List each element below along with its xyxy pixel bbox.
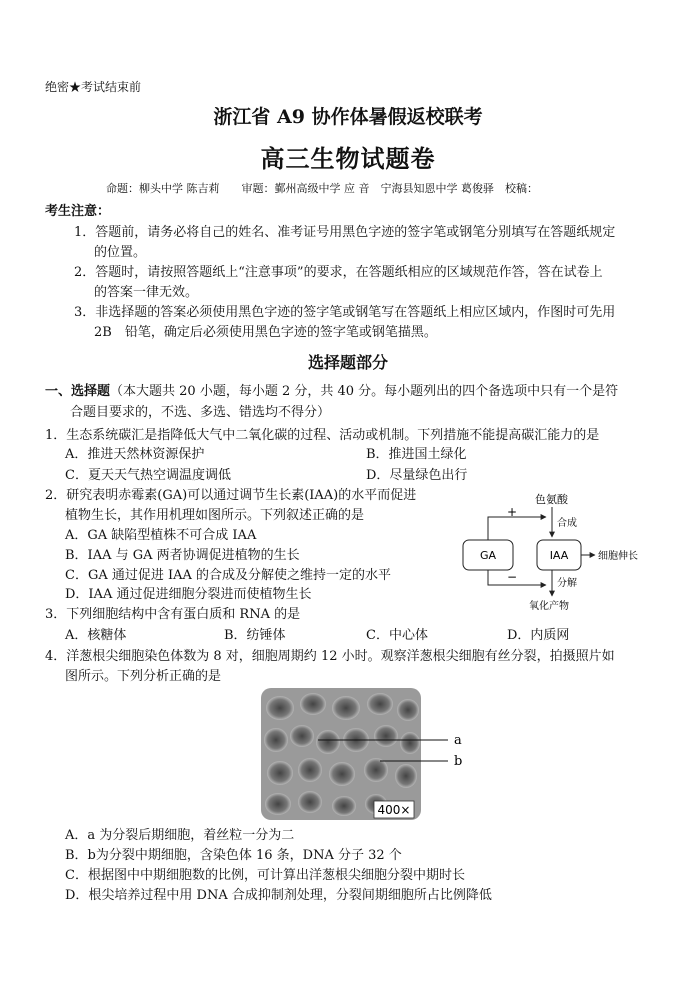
q3-option-a: A．核糖体	[65, 628, 127, 643]
org-title: 浙江省 A9 协作体暑假返校联考	[213, 106, 483, 128]
section-intro-label: 一、选择题	[45, 384, 111, 399]
q4-stem-line1: 4．洋葱根尖细胞染色体数为 8 对，细胞周期约 12 小时。观察洋葱根尖细胞有丝分裂，拍摄照片如	[45, 649, 615, 664]
note-1-line1: 1．答题前，请务必将自己的姓名、准考证号用黑色字迹的签字笔或钢笔分别填写在答题纸规定	[74, 225, 616, 240]
diagram-oxidation-label: 氧化产物	[529, 601, 569, 612]
credits-line: 命题：柳头中学 陈吉莉 审题：鄞州高级中学 应 音 宁海县知恩中学 葛俊驿 校稿：	[106, 182, 538, 195]
q2-stem-line1: 2．研究表明赤霉素(GA)可以通过调节生长素(IAA)的水平而促进	[45, 488, 417, 503]
q2-option-a: A．GA 缺陷型植株不可合成 IAA	[65, 528, 257, 543]
q2-stem-line2: 植物生长，其作用机理如图所示。下列叙述正确的是	[65, 508, 365, 523]
note-3-line2: 2B 铅笔，确定后必须使用黑色字迹的签字笔或钢笔描黑。	[94, 325, 437, 340]
ga-promote-arrow	[488, 517, 546, 540]
diagram-decompose-label: 分解	[557, 578, 577, 589]
q4-micrograph	[258, 688, 468, 823]
section-intro	[45, 383, 618, 401]
diagram-ga-label: GA	[479, 549, 497, 562]
note-1-line2: 的位置。	[94, 245, 147, 260]
notes-heading: 考生注意：	[45, 204, 111, 219]
secret-label: 绝密★考试结束前	[45, 80, 142, 94]
diagram-elongation-label: 细胞伸长	[598, 551, 638, 562]
magnification-label: 400×	[377, 803, 411, 817]
micrograph-label-b: b	[454, 754, 463, 769]
diagram-minus-sign: −	[507, 570, 518, 584]
micrograph-label-a: a	[454, 733, 462, 748]
q1-option-d: D．尽量绿色出行	[366, 468, 468, 483]
q4-option-a: A．a 为分裂后期细胞，着丝粒一分为二	[65, 828, 295, 843]
q1-option-a: A．推进天然林资源保护	[65, 447, 205, 462]
q2-option-b: B．IAA 与 GA 两者协调促进植物的生长	[65, 548, 300, 563]
section-title: 选择题部分	[307, 353, 388, 372]
q4-stem-line2: 图所示。下列分析正确的是	[65, 669, 222, 684]
note-3-line1: 3．非选择题的答案必须使用黑色字迹的签字笔或钢笔写在答题纸上相应区域内，作图时可先用	[74, 305, 616, 320]
diagram-synthesis-label: 合成	[557, 518, 577, 529]
q2-mechanism-diagram	[455, 488, 675, 618]
diagram-tryptophan-label: 色氨酸	[535, 493, 568, 506]
q1-option-c: C．夏天天气热空调温度调低	[65, 468, 231, 483]
section-intro-line2: 合题目要求的，不选、多选、错选均不得分）	[70, 405, 331, 420]
diagram-iaa-label: IAA	[549, 549, 569, 562]
q4-option-c: C．根据图中中期细胞数的比例，可计算出洋葱根尖细胞分裂中期时长	[65, 868, 465, 883]
diagram-plus-sign: +	[507, 505, 518, 519]
q2-option-d: D．IAA 通过促进细胞分裂进而使植物生长	[65, 587, 312, 602]
section-intro-text: （本大题共 20 小题，每小题 2 分，共 40 分。每小题列出的四个备选项中只有一个是符	[110, 384, 619, 399]
note-2-line2: 的答案一律无效。	[94, 285, 199, 300]
note-2-line1: 2．答题时，请按照答题纸上“注意事项”的要求，在答题纸相应的区域规范作答，答在试卷上	[74, 265, 603, 280]
q3-option-b: B．纺锤体	[224, 628, 286, 643]
q3-option-c: C．中心体	[366, 628, 428, 643]
q1-stem: 1．生态系统碳汇是指降低大气中二氧化碳的过程、活动或机制。下列措施不能提高碳汇能力的是	[45, 428, 600, 443]
q3-option-d: D．内质网	[507, 628, 570, 643]
q1-option-b: B．推进国土绿化	[366, 447, 467, 462]
q4-option-d: D．根尖培养过程中用 DNA 合成抑制剂处理，分裂间期细胞所占比例降低	[65, 888, 492, 903]
paper-title: 高三生物试题卷	[260, 144, 436, 173]
q2-option-c: C．GA 通过促进 IAA 的合成及分解使之维持一定的水平	[65, 568, 392, 583]
q3-stem: 3．下列细胞结构中含有蛋白质和 RNA 的是	[45, 607, 301, 622]
q4-option-b: B．b为分裂中期细胞，含染色体 16 条，DNA 分子 32 个	[65, 848, 402, 863]
